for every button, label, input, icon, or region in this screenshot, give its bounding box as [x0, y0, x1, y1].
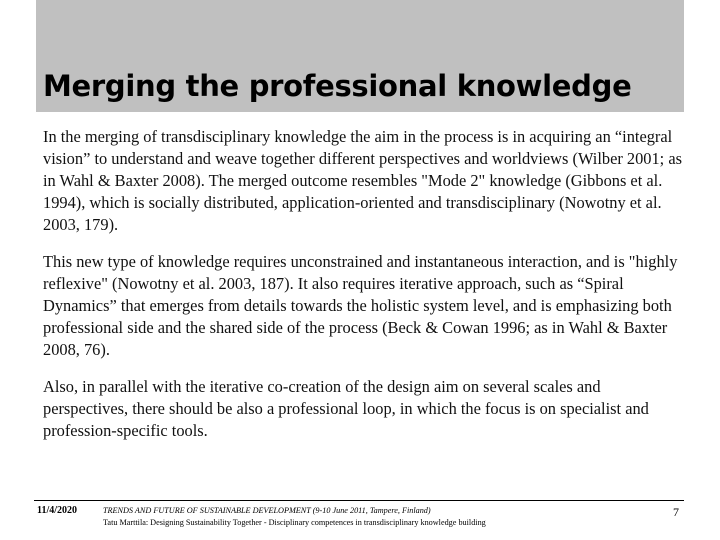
paragraph-professional-loop: Also, in parallel with the iterative co-creation of the design aim on several scales and perspectives, there should be also a professional loop, in which the focus is on specialist and profession-specific tools.	[43, 377, 649, 440]
page-number: 7	[673, 505, 679, 519]
paragraph-transdisciplinary-knowledge: In the merging of transdisciplinary knowledge the aim in the process is in acquiring an “integral vision” to understand and weave together different perspectives and worldviews (Wilber 2001; as in Wahl & Baxter 2008). The merged outcome resembles "Mode 2" knowledge (Gibbons et al. 1994), which is socially distributed, application-oriented and transdisciplinary (Nowotny et al. 2003, 179).	[43, 127, 682, 234]
slide-title: Merging the professional knowledge	[43, 69, 632, 103]
footer-divider	[34, 500, 684, 501]
footer-date: 11/4/2020	[37, 505, 78, 516]
title-bar	[36, 0, 684, 112]
paragraph-new-knowledge-type: This new type of knowledge requires unconstrained and instantaneous interaction, and is "highly reflexive" (Nowotny et al. 2003, 187). It also requires iterative approach, such as “Spiral Dynamics” that emerges from details towards the holistic system level, and is emphasizing both professional side and the shared side of the process (Beck & Cowan 1996; as in Wahl & Baxter 2008, 76).	[43, 252, 678, 359]
slide-body	[43, 126, 683, 457]
footer-topic: TRENDS AND FUTURE OF SUSTAINABLE DEVELOPMENT (9-10 June 2011, Tampere, Finland)	[103, 506, 431, 515]
footer-author-line: Tatu Marttila: Designing Sustainability Together - Disciplinary competences in transdisciplinary knowledge building	[103, 518, 486, 527]
